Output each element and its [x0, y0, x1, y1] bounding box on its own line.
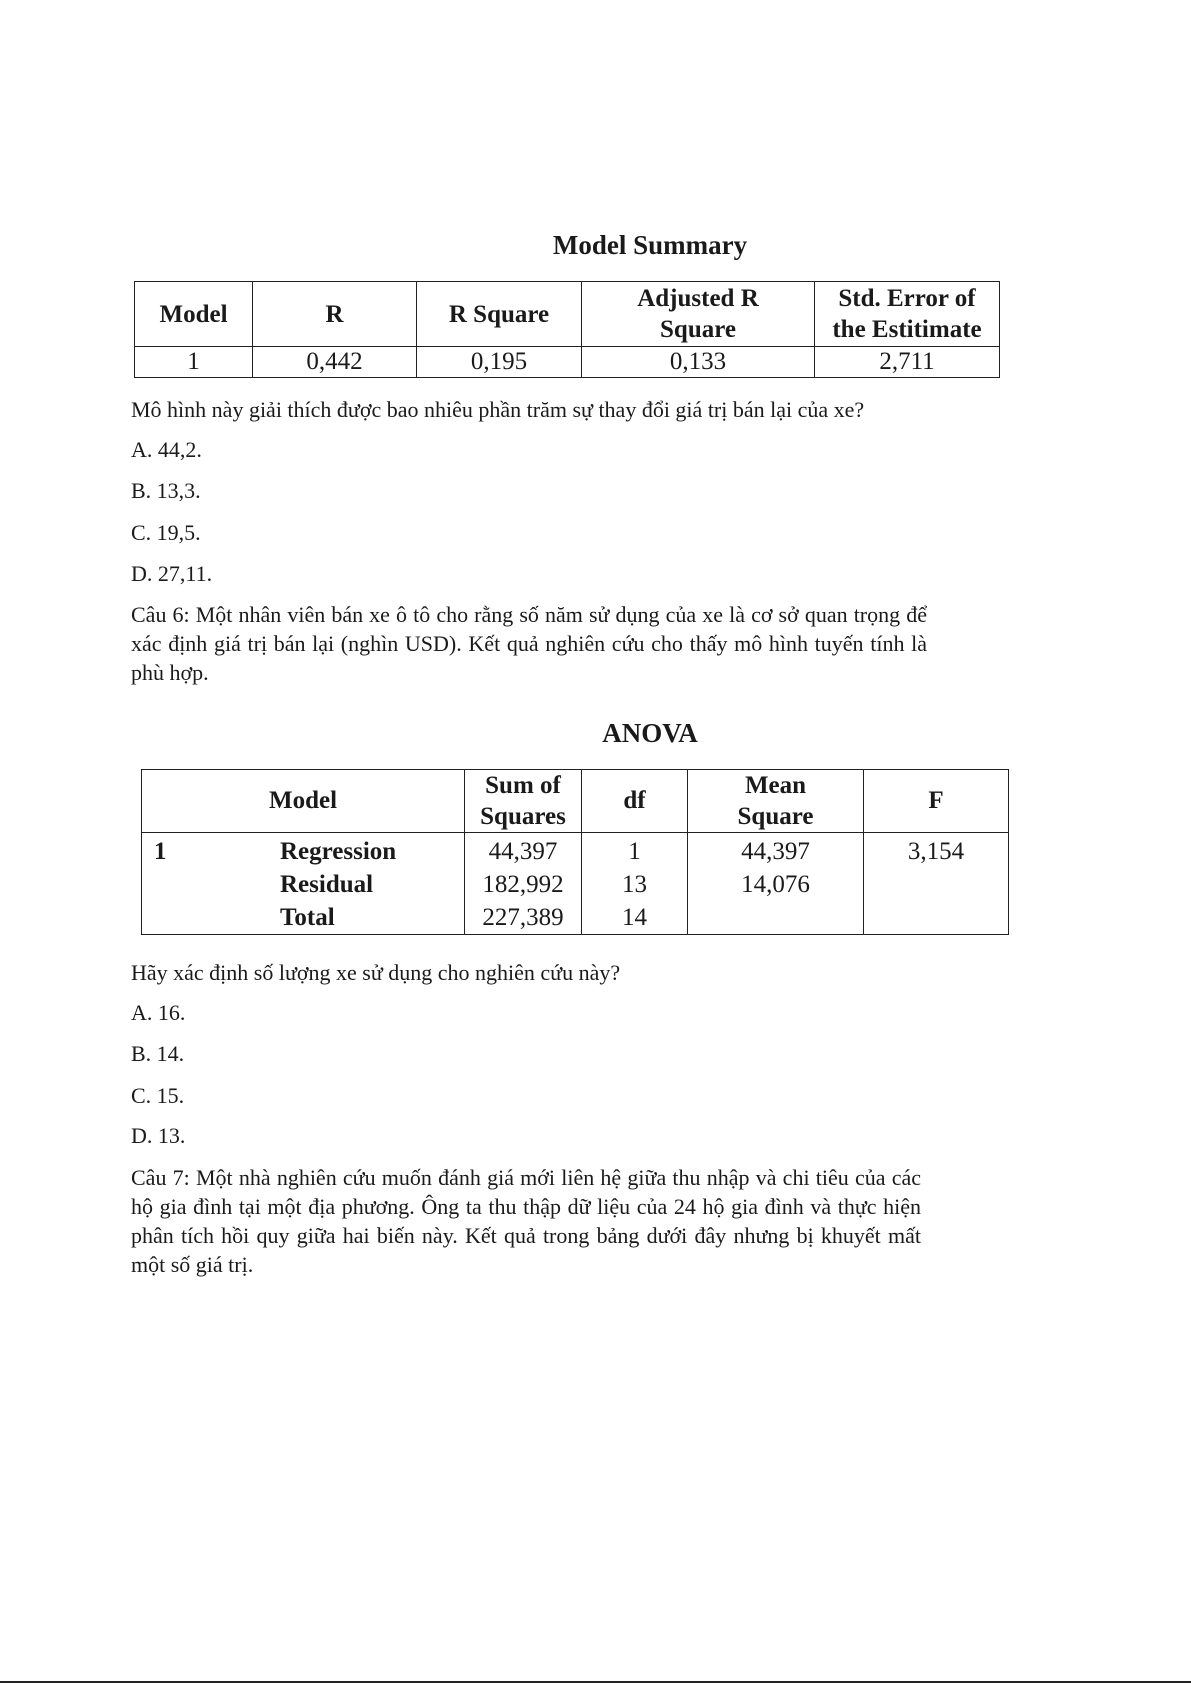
anova-header-f: F	[864, 770, 1009, 833]
cell-model: 1	[135, 347, 253, 378]
anova-title: ANOVA	[602, 718, 698, 748]
anova-model-cell	[142, 833, 465, 935]
header-std-error: Std. Error of the Estitimate	[815, 282, 1000, 347]
header-r-square: R Square	[417, 282, 582, 347]
question7-intro: Câu 7: Một nhà nghiên cứu muốn đánh giá mới liên hệ giữa thu nhập và chi tiêu của các hộ gia đình tại một địa phương. Ông ta thu thập dữ liệu của 24 hộ gia đình và thực hiện phân tích hồi quy giữa hai biến này. Kết quả trong bảng dưới đây nhưng bị khuyết mất một số giá trị.	[131, 1165, 921, 1277]
anova-source-residual: Residual	[280, 871, 374, 898]
anova-header-model: Model	[142, 770, 465, 833]
anova-df-total: 14	[622, 904, 647, 931]
model-summary-table	[134, 281, 1000, 378]
anova-ms-regression: 44,397	[741, 838, 810, 865]
anova-df-cell	[582, 833, 688, 935]
cell-r: 0,442	[253, 347, 417, 378]
anova-header-row	[142, 770, 1009, 833]
anova-ms-residual: 14,076	[741, 871, 810, 898]
question5-option-a: A. 44,2.	[131, 437, 202, 462]
anova-df-regression: 1	[628, 838, 641, 865]
anova-f-regression: 3,154	[907, 838, 965, 865]
question5-prompt: Mô hình này giải thích được bao nhiêu phần trăm sự thay đổi giá trị bán lại của xe?	[131, 397, 865, 422]
anova-ss-total: 227,389	[482, 904, 564, 931]
anova-model-number: 1	[154, 838, 167, 865]
question5-option-b: B. 13,3.	[131, 478, 201, 503]
question6-prompt: Hãy xác định số lượng xe sử dụng cho nghiên cứu này?	[131, 960, 621, 985]
question5-option-c: C. 19,5.	[131, 520, 201, 545]
anova-header-ms-line2: Square	[737, 803, 814, 830]
anova-ms-cell	[688, 833, 864, 935]
anova-ss-cell	[465, 833, 582, 935]
anova-header-ss-line2: Squares	[480, 803, 566, 830]
anova-ss-residual: 182,992	[482, 871, 564, 898]
anova-source-regression: Regression	[280, 838, 397, 865]
page-bottom-rule	[0, 1681, 1191, 1683]
anova-header-ss-line1: Sum of	[485, 772, 561, 799]
cell-r-square: 0,195	[417, 347, 582, 378]
anova-f-cell	[864, 833, 1009, 935]
question6-option-a: A. 16.	[131, 1000, 186, 1025]
model-summary-row	[135, 347, 1000, 378]
question6-intro: Câu 6: Một nhân viên bán xe ô tô cho rằng số năm sử dụng của xe là cơ sở quan trọng để xác định giá trị bán lại (nghìn USD). Kết quả nghiên cứu cho thấy mô hình tuyến tính là phù hợp.	[131, 602, 927, 685]
question5-option-d: D. 27,11.	[131, 561, 213, 586]
cell-adjusted-r-square: 0,133	[582, 347, 815, 378]
header-adjusted-r-square: Adjusted R Square	[582, 282, 815, 347]
question6-option-d: D. 13.	[131, 1123, 186, 1148]
model-summary-title: Model Summary	[552, 230, 748, 260]
header-r: R	[253, 282, 417, 347]
question6-option-b: B. 14.	[131, 1041, 185, 1066]
anova-table	[141, 769, 1009, 935]
question6-option-c: C. 15.	[131, 1083, 185, 1108]
anova-df-residual: 13	[622, 871, 647, 898]
anova-ss-regression: 44,397	[488, 838, 558, 865]
header-model: Model	[135, 282, 253, 347]
anova-source-total: Total	[280, 904, 335, 931]
anova-header-mean-square	[688, 770, 864, 833]
anova-header-ms-line1: Mean	[744, 772, 807, 799]
cell-std-error: 2,711	[815, 347, 1000, 378]
anova-body-row	[142, 833, 1009, 935]
anova-header-sum-of-squares	[465, 770, 582, 833]
model-summary-header-row	[135, 282, 1000, 347]
anova-header-df: df	[582, 770, 688, 833]
